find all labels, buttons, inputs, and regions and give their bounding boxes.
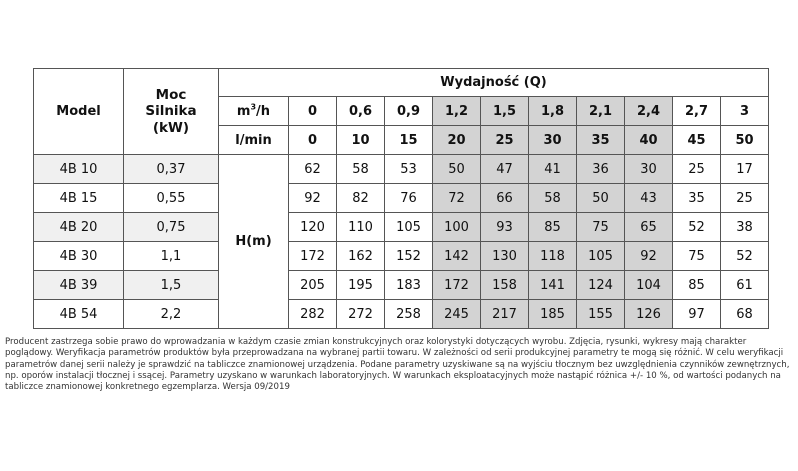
flow-m3h-value: 0,9	[385, 97, 433, 126]
flow-lmin-value: 40	[625, 126, 673, 155]
header-power-line2: Silnika	[145, 103, 197, 120]
head-value-cell: 205	[289, 271, 337, 300]
head-value-cell: 43	[625, 184, 673, 213]
head-value-cell: 172	[433, 271, 481, 300]
table-row	[34, 300, 769, 329]
head-value-cell: 258	[385, 300, 433, 329]
head-value-cell: 141	[529, 271, 577, 300]
flow-lmin-value: 50	[721, 126, 769, 155]
header-power-line1: Moc	[155, 87, 187, 104]
flow-lmin-value: 15	[385, 126, 433, 155]
head-value-cell: 282	[289, 300, 337, 329]
table-row	[34, 184, 769, 213]
head-value-cell: 65	[625, 213, 673, 242]
head-value-cell: 158	[481, 271, 529, 300]
head-value-cell: 68	[721, 300, 769, 329]
head-value-cell: 76	[385, 184, 433, 213]
head-value-cell: 38	[721, 213, 769, 242]
head-value-cell: 130	[481, 242, 529, 271]
head-value-cell: 162	[337, 242, 385, 271]
flow-lmin-value: 45	[673, 126, 721, 155]
head-value-cell: 52	[721, 242, 769, 271]
head-value-cell: 61	[721, 271, 769, 300]
head-value-cell: 82	[337, 184, 385, 213]
table-row	[34, 213, 769, 242]
flow-m3h-value: 2,4	[625, 97, 673, 126]
head-value-cell: 50	[577, 184, 625, 213]
head-value-cell: 105	[385, 213, 433, 242]
head-value-cell: 85	[673, 271, 721, 300]
flow-lmin-value: 25	[481, 126, 529, 155]
head-value-cell: 85	[529, 213, 577, 242]
head-value-cell: 66	[481, 184, 529, 213]
head-value-cell: 36	[577, 155, 625, 184]
model-cell: 4B 39	[34, 271, 124, 300]
model-cell: 4B 30	[34, 242, 124, 271]
head-value-cell: 75	[577, 213, 625, 242]
flow-m3h-value: 0	[289, 97, 337, 126]
head-value-cell: 155	[577, 300, 625, 329]
power-cell: 0,37	[124, 155, 219, 184]
head-value-cell: 53	[385, 155, 433, 184]
unit-lmin: l/min	[219, 126, 289, 155]
model-cell: 4B 10	[34, 155, 124, 184]
head-value-cell: 142	[433, 242, 481, 271]
table-row	[34, 271, 769, 300]
model-cell: 4B 20	[34, 213, 124, 242]
head-value-cell: 58	[337, 155, 385, 184]
head-value-cell: 25	[673, 155, 721, 184]
head-value-cell: 124	[577, 271, 625, 300]
flow-lmin-value: 10	[337, 126, 385, 155]
head-value-cell: 47	[481, 155, 529, 184]
flow-lmin-value: 35	[577, 126, 625, 155]
head-value-cell: 72	[433, 184, 481, 213]
flow-m3h-value: 2,7	[673, 97, 721, 126]
head-value-cell: 58	[529, 184, 577, 213]
header-power	[124, 69, 219, 155]
header-flow-title: Wydajność (Q)	[219, 69, 769, 97]
flow-m3h-value: 2,1	[577, 97, 625, 126]
power-cell: 2,2	[124, 300, 219, 329]
flow-m3h-value: 1,2	[433, 97, 481, 126]
head-value-cell: 120	[289, 213, 337, 242]
head-value-cell: 100	[433, 213, 481, 242]
power-cell: 1,5	[124, 271, 219, 300]
head-value-cell: 92	[625, 242, 673, 271]
head-value-cell: 118	[529, 242, 577, 271]
table-row	[34, 155, 769, 184]
head-value-cell: 97	[673, 300, 721, 329]
head-value-cell: 185	[529, 300, 577, 329]
head-value-cell: 195	[337, 271, 385, 300]
table-row	[34, 242, 769, 271]
header-model: Model	[34, 69, 124, 155]
head-value-cell: 50	[433, 155, 481, 184]
head-value-cell: 152	[385, 242, 433, 271]
header-power-line3: (kW)	[152, 119, 190, 136]
flow-m3h-value: 3	[721, 97, 769, 126]
flow-lmin-value: 0	[289, 126, 337, 155]
head-value-cell: 30	[625, 155, 673, 184]
head-value-cell: 272	[337, 300, 385, 329]
head-value-cell: 126	[625, 300, 673, 329]
pump-spec-table	[33, 68, 769, 329]
head-value-cell: 217	[481, 300, 529, 329]
flow-lmin-value: 30	[529, 126, 577, 155]
power-cell: 1,1	[124, 242, 219, 271]
head-value-cell: 17	[721, 155, 769, 184]
flow-lmin-value: 20	[433, 126, 481, 155]
head-value-cell: 104	[625, 271, 673, 300]
head-value-cell: 62	[289, 155, 337, 184]
power-cell: 0,75	[124, 213, 219, 242]
flow-m3h-value: 1,5	[481, 97, 529, 126]
head-unit-label: H(m)	[219, 155, 289, 329]
head-value-cell: 52	[673, 213, 721, 242]
unit-m3h: $m^3/h$	[219, 97, 289, 126]
power-cell: 0,55	[124, 184, 219, 213]
flow-m3h-value: 0,6	[337, 97, 385, 126]
head-value-cell: 172	[289, 242, 337, 271]
head-value-cell: 105	[577, 242, 625, 271]
head-value-cell: 183	[385, 271, 433, 300]
disclaimer-text: Producent zastrzega sobie prawo do wprowadzania w każdym czasie zmian konstrukcyjnych oraz kolorystyki dotyczących wyrobu. Zdjęcia, rysunki, wykresy mają charakter poglądowy. Weryfikacja parametrów produktów była przeprowadzana na wybranej partii towaru. W zależności od serii produkcyjnej parametry te mogą się różnić. W celu weryfikacji parametrów danej serii należy je sprawdzić na tabliczce znamionowej urządzenia. Podane parametry uzyskiwane są na wyjściu tłocznym bez uwzględnienia czynników zewnętrznych, np. oporów instalacji tłocznej i ssącej. Parametry uzyskano w warunkach laboratoryjnych. W warunkach eksploatacyjnych może nastąpić różnica +/- 10 %, od wartości podanych na tabliczce znamionowej konkretnego egzemplarza. Wersja 09/2019	[5, 337, 790, 393]
head-value-cell: 92	[289, 184, 337, 213]
head-value-cell: 93	[481, 213, 529, 242]
model-cell: 4B 15	[34, 184, 124, 213]
flow-m3h-value: 1,8	[529, 97, 577, 126]
head-value-cell: 110	[337, 213, 385, 242]
head-value-cell: 245	[433, 300, 481, 329]
head-value-cell: 75	[673, 242, 721, 271]
model-cell: 4B 54	[34, 300, 124, 329]
head-value-cell: 35	[673, 184, 721, 213]
head-value-cell: 25	[721, 184, 769, 213]
head-value-cell: 41	[529, 155, 577, 184]
